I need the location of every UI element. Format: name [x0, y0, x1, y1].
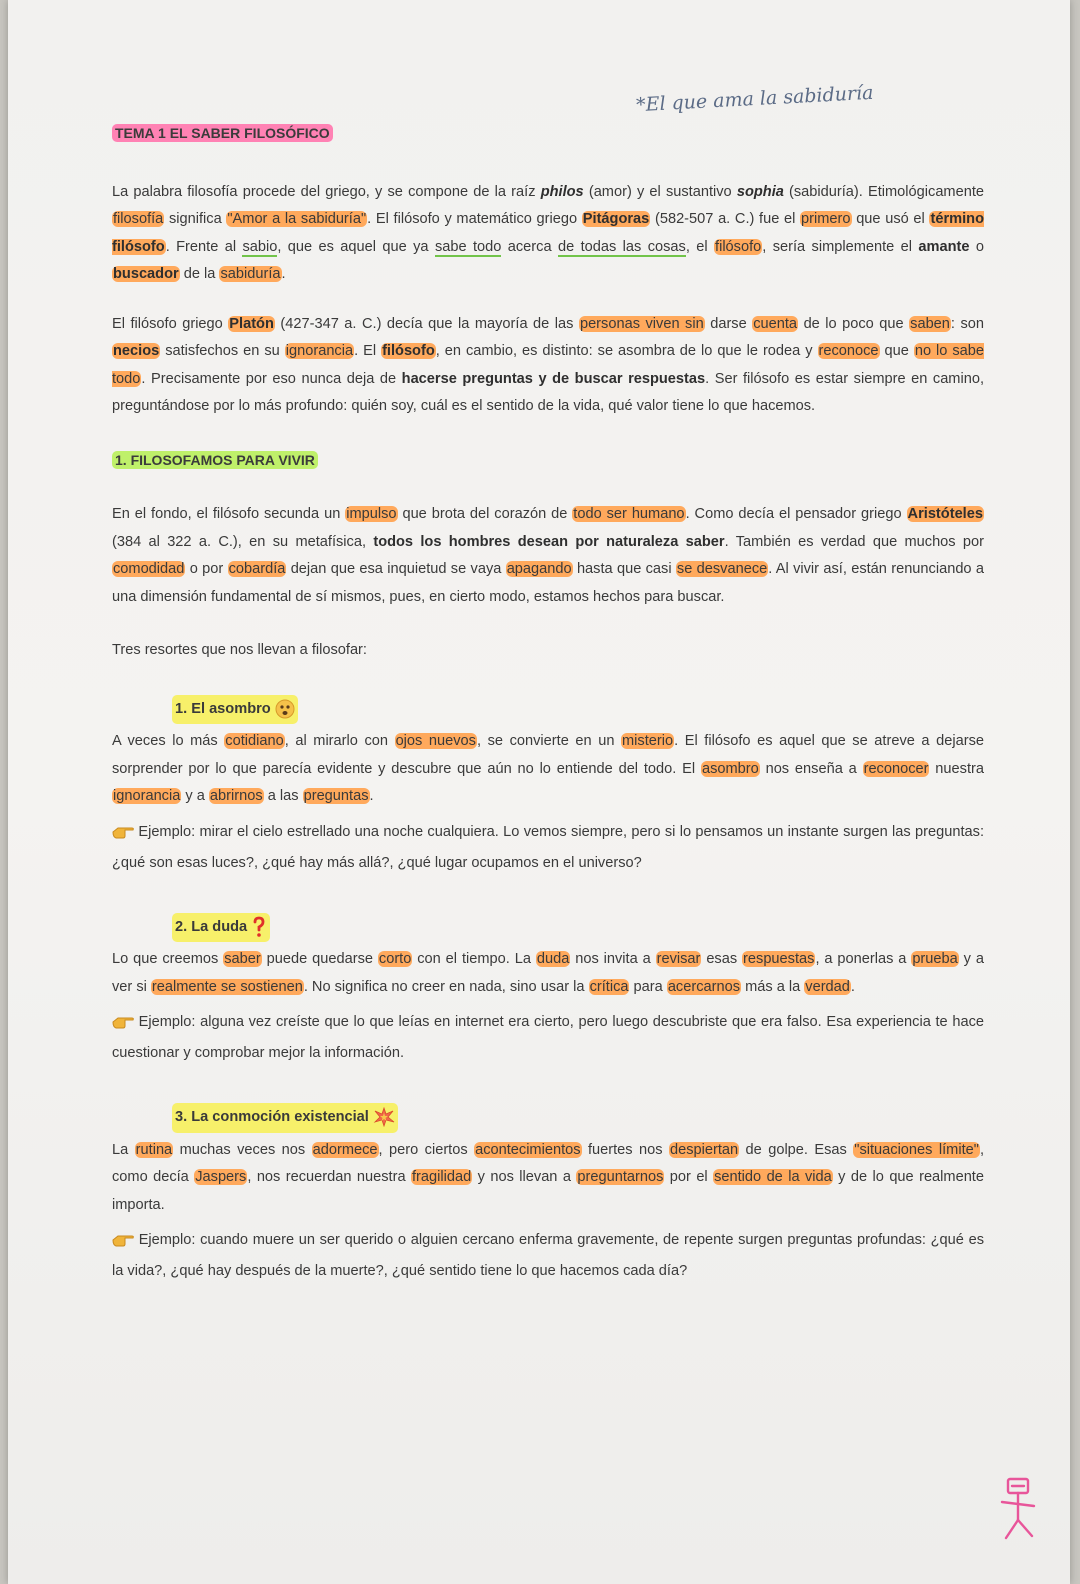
- subheading-asombro-row: [112, 695, 984, 725]
- stick-figure-doodle: [994, 1476, 1044, 1544]
- example-asombro: Ejemplo: mirar el cielo estrellado una noche cualquiera. Lo vemos siempre, pero si lo pensamos un instante surgen las preguntas: ¿qué son esas luces?, ¿qué hay más allá?, ¿qué lugar ocupamos en el universo?: [112, 823, 984, 871]
- paragraph-asombro: A veces lo más cotidiano, al mirarlo con ojos nuevos, se convierte en un misterio. El filósofo es aquel que se atreve a dejarse sorprender por lo que parecía evidente y descubre que aún no lo entiende del todo. El asombro nos enseña a reconocer nuestra ignorancia y a abrirnos a las preguntas.: [112, 733, 984, 804]
- paragraph-etymology: La palabra filosofía procede del griego, y se compone de la raíz philos (amor) y el sustantivo sophia (sabiduría). Etimológicamente filosofía significa "Amor a la sabiduría". El filósofo y matemático griego Pitágoras (582-507 a. C.) fue el primero que usó el término filósofo. Frente al sabio, que es aquel que ya sabe todo acerca de todas las cosas, el filósofo, sería simplemente el amante o buscador de la sabiduría.: [112, 183, 984, 282]
- paragraph-impulso: En el fondo, el filósofo secunda un impulso que brota del corazón de todo ser humano. Como decía el pensador griego Aristóteles (384 al 322 a. C.), en su metafísica, todos los hombres desean por naturaleza saber. También es verdad que muchos por comodidad o por cobardía dejan que esa inquietud se vaya apagando hasta que casi se desvanece. Al vivir así, están renunciando a una dimensión fundamental de sí mismos, pues, en cierto modo, estamos hechos para buscar.: [112, 506, 985, 605]
- subheading-conmocion: 3. La conmoción existencial: [172, 1103, 398, 1133]
- pointing-hand-icon: [112, 1233, 134, 1247]
- subheading-conmocion-row: [112, 1103, 984, 1133]
- paragraph-platon: El filósofo griego Platón (427-347 a. C.) decía que la mayoría de las personas viven sin darse cuenta de lo poco que saben: son necios satisfechos en su ignorancia. El filósofo, en cambio, es distinto: se asombra de lo que le rodea y reconoce que no lo sabe todo. Precisamente por eso nunca deja de hacerse preguntas y de buscar respuestas. Ser filósofo es estar siempre en camino, preguntándose por lo más profundo: quién soy, cuál es el sentido de la vida, qué valor tiene lo que hacemos.: [112, 315, 985, 414]
- collision-icon: [373, 1107, 395, 1127]
- astonished-face-icon: [275, 699, 295, 719]
- section-heading-row: [112, 447, 984, 476]
- handwritten-note: *El que ama la sabiduría: [635, 81, 874, 117]
- section-heading: 1. FILOSOFAMOS PARA VIVIR: [112, 451, 318, 469]
- paper-sheet: [8, 0, 1070, 1584]
- document-body: [112, 120, 984, 1287]
- subheading-duda-row: [112, 913, 984, 943]
- example-conmocion: Ejemplo: cuando muere un ser querido o alguien cercano enferma gravemente, de repente surgen preguntas profundas: ¿qué es la vida?, ¿qué hay después de la muerte?, ¿qué sentido tiene lo que hacemos cada día?: [112, 1232, 984, 1279]
- three-springs-intro: Tres resortes que nos llevan a filosofar:: [112, 642, 367, 658]
- subheading-duda: 2. La duda: [172, 913, 270, 943]
- example-duda: Ejemplo: alguna vez creíste que lo que leías en internet era cierto, pero luego descubriste que era falso. Esa experiencia te hace cuestionar y comprobar mejor la información.: [112, 1014, 984, 1061]
- red-question-mark-icon: [251, 916, 267, 938]
- page-title: TEMA 1 EL SABER FILOSÓFICO: [112, 124, 333, 142]
- pointing-hand-icon: [112, 825, 134, 839]
- paragraph-duda: Lo que creemos saber puede quedarse corto con el tiempo. La duda nos invita a revisar esas respuestas, a ponerlas a prueba y a ver si realmente se sostienen. No significa no creer en nada, sino usar la crítica para acercarnos más a la verdad.: [112, 951, 984, 995]
- pointing-hand-icon: [112, 1015, 134, 1029]
- paragraph-conmocion: La rutina muchas veces nos adormece, pero ciertos acontecimientos fuertes nos despiertan de golpe. Esas "situaciones límite", como decía Jaspers, nos recuerdan nuestra fragilidad y nos llevan a preguntarnos por el sentido de la vida y de lo que realmente importa.: [112, 1141, 984, 1213]
- page-title-row: [112, 120, 984, 149]
- subheading-asombro: 1. El asombro: [172, 695, 298, 725]
